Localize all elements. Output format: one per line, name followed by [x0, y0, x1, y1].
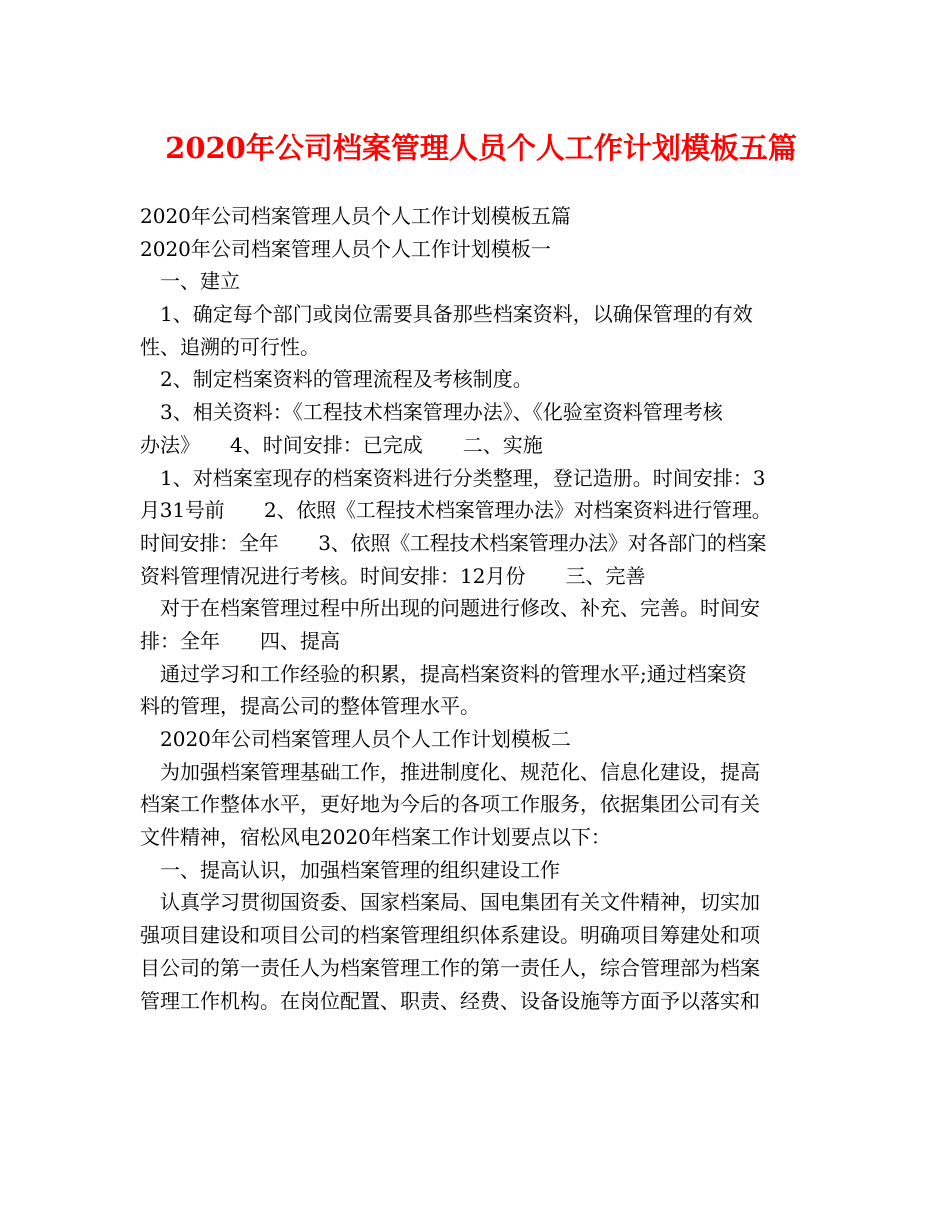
text-line: 2、制定档案资料的管理流程及考核制度。: [160, 367, 533, 392]
text-line: 3、相关资料：《工程技术档案管理办法》、《化验室资料管理考核: [160, 400, 723, 425]
text-line: 性、追溯的可行性。: [140, 334, 320, 359]
text-line: 1、对档案室现存的档案资料进行分类整理，登记造册。时间安排：3: [160, 465, 766, 490]
text-line: 目公司的第一责任人为档案管理工作的第一责任人，综合管理部为档案: [140, 955, 760, 980]
document-title: 2020年公司档案管理人员个人工作计划模板五篇: [165, 131, 797, 165]
text-line: 强项目建设和项目公司的档案管理组织体系建设。明确项目筹建处和项: [140, 923, 760, 948]
text-line: 排：全年 四、提高: [140, 628, 340, 653]
text-line: 一、建立: [160, 269, 240, 294]
text-line: 料的管理，提高公司的整体管理水平。: [140, 694, 480, 719]
text-line: 2020年公司档案管理人员个人工作计划模板一: [140, 236, 551, 261]
text-line: 1、确定每个部门或岗位需要具备那些档案资料，以确保管理的有效: [160, 302, 753, 327]
text-line: 办法》 4、时间安排：已完成 二、实施: [140, 432, 543, 457]
text-line: 2020年公司档案管理人员个人工作计划模板五篇: [140, 204, 571, 228]
text-line: 文件精神，宿松风电2020年档案工作计划要点以下：: [140, 825, 611, 850]
text-line: 通过学习和工作经验的积累，提高档案资料的管理水平;通过档案资: [160, 661, 747, 686]
text-line: 资料管理情况进行考核。时间安排：12月份 三、完善: [140, 563, 646, 588]
text-line: 2020年公司档案管理人员个人工作计划模板二: [160, 727, 571, 751]
text-line: 档案工作整体水平，更好地为今后的各项工作服务，依据集团公司有关: [140, 792, 760, 817]
text-line: 月31号前 2、依照《工程技术档案管理办法》对档案资料进行管理。: [140, 498, 772, 523]
text-line: 时间安排：全年 3、依照《工程技术档案管理办法》对各部门的档案: [140, 530, 767, 555]
text-line: 为加强档案管理基础工作，推进制度化、规范化、信息化建设，提高: [160, 759, 760, 784]
text-line: 管理工作机构。在岗位配置、职责、经费、设备设施等方面予以落实和: [140, 988, 760, 1013]
text-line: 一、提高认识，加强档案管理的组织建设工作: [160, 857, 560, 882]
document-body: [140, 200, 822, 1017]
text-line: 对于在档案管理过程中所出现的问题进行修改、补充、完善。时间安: [160, 596, 760, 621]
text-line: 认真学习贯彻国资委、国家档案局、国电集团有关文件精神，切实加: [160, 890, 760, 915]
